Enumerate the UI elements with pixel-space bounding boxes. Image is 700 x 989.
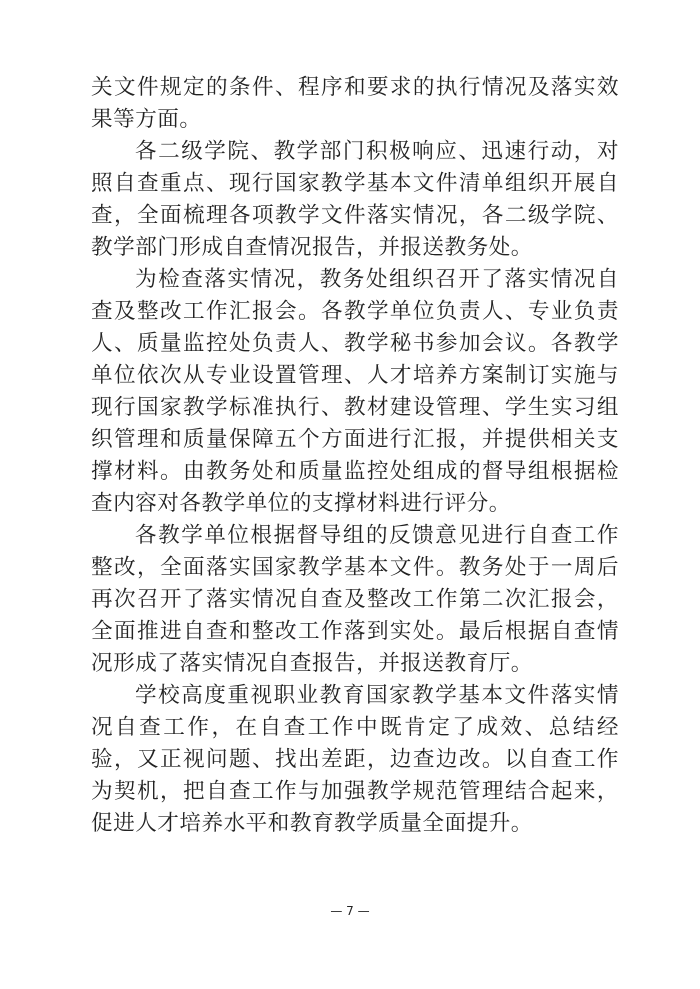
document-body	[91, 72, 619, 840]
paragraph-self-inspection: 各二级学院、教学部门积极响应、迅速行动，对照自查重点、现行国家教学基本文件清单组织开展自查，全面梳理各项教学文件落实情况，各二级学院、教学部门形成自查情况报告，并报送教务处。	[91, 139, 619, 260]
paragraph-conclusion: 学校高度重视职业教育国家教学基本文件落实情况自查工作，在自查工作中既肯定了成效、总结经验，又正视问题、找出差距，边查边改。以自查工作为契机，把自查工作与加强教学规范管理结合起来，促进人才培养水平和教育教学质量全面提升。	[91, 683, 619, 836]
paragraph-continuation: 关文件规定的条件、程序和要求的执行情况及落实效果等方面。	[91, 75, 619, 132]
page-number: — 7 —	[330, 904, 370, 918]
paragraph-report-meeting: 为检查落实情况，教务处组织召开了落实情况自查及整改工作汇报会。各教学单位负责人、专业负责人、质量监控处负责人、教学秘书参加会议。各教学单位依次从专业设置管理、人才培养方案制订实施与现行国家教学标准执行、教材建设管理、学生实习组织管理和质量保障五个方面进行汇报，并提供相关支撑材料。由教务处和质量监控处组成的督导组根据检查内容对各教学单位的支撑材料进行评分。	[91, 267, 619, 516]
paragraph-rectification: 各教学单位根据督导组的反馈意见进行自查工作整改，全面落实国家教学基本文件。教务处于一周后再次召开了落实情况自查及整改工作第二次汇报会，全面推进自查和整改工作落到实处。最后根据自查情况形成了落实情况自查报告，并报送教育厅。	[91, 523, 619, 676]
